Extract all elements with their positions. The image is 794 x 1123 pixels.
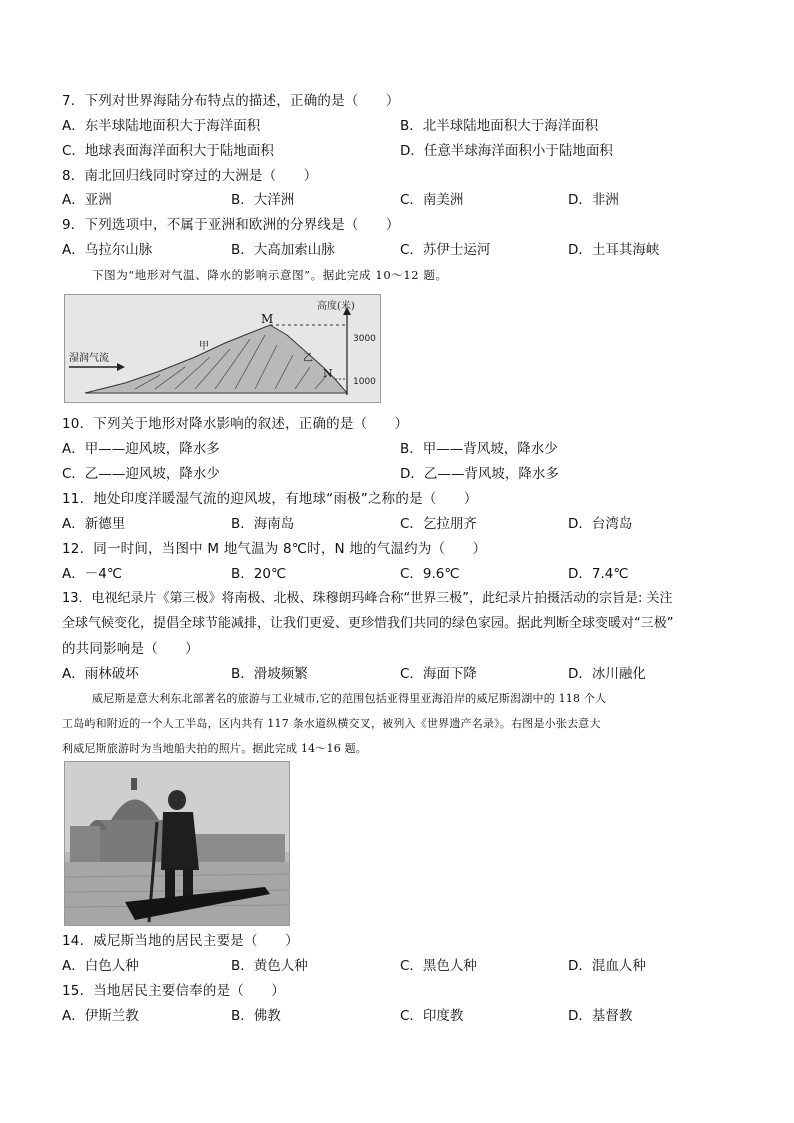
height-axis-label: 高度(米)	[317, 301, 355, 312]
q14-option-b: B．黄色人种	[231, 958, 308, 974]
q14-option-c: C．黑色人种	[400, 958, 477, 974]
q8-option-b: B．大洋洲	[231, 192, 295, 208]
terrain-diagram-svg	[65, 295, 380, 402]
q15-option-b: B．佛教	[231, 1008, 281, 1024]
q14-option-a: A．白色人种	[62, 958, 139, 974]
question-12-stem: 12．同一时间，当图中 M 地气温为 8℃时，N 地的气温约为（ ）	[62, 541, 487, 557]
q11-option-d: D．台湾岛	[568, 516, 633, 532]
q8-option-c: C．南美洲	[400, 192, 464, 208]
q8-option-d: D．非洲	[568, 192, 619, 208]
q12-option-c: C．9.6℃	[400, 566, 460, 582]
q11-option-a: A．新德里	[62, 516, 126, 532]
q9-option-a: A．乌拉尔山脉	[62, 242, 153, 258]
tick-label-3000: 3000	[353, 334, 376, 344]
question-7-stem: 7．下列对世界海陆分布特点的描述，正确的是（ ）	[62, 93, 400, 109]
q15-option-d: D．基督教	[568, 1008, 633, 1024]
question-9-stem: 9．下列选项中，不属于亚洲和欧洲的分界线是（ ）	[62, 217, 400, 233]
q12-option-a: A．－4℃	[62, 566, 122, 582]
q14-option-d: D．混血人种	[568, 958, 646, 974]
q8-option-a: A．亚洲	[62, 192, 112, 208]
q11-option-b: B．海南岛	[231, 516, 295, 532]
q15-option-c: C．印度教	[400, 1008, 464, 1024]
tick-label-1000: 1000	[353, 377, 376, 387]
question-15-stem: 15．当地居民主要信奉的是（ ）	[62, 983, 286, 999]
q12-option-b: B．20℃	[231, 566, 287, 582]
q10-option-d: D．乙——背风坡，降水多	[400, 466, 559, 482]
intro-venice-line-2: 工岛屿和附近的一个人工半岛，区内共有 117 条水道纵横交叉，被列入《世界遗产名录》。右图是小张去意大	[62, 717, 601, 730]
slope-label-jia: 甲	[199, 341, 209, 352]
q11-option-c: C．乞拉朋齐	[400, 516, 477, 532]
q7-option-d: D．任意半球海洋面积小于陆地面积	[400, 143, 613, 159]
q7-option-c: C．地球表面海洋面积大于陆地面积	[62, 143, 274, 159]
q13-option-c: C．海面下降	[400, 666, 477, 682]
q10-option-b: B．甲——背风坡，降水少	[400, 441, 558, 457]
q9-option-c: C．苏伊士运河	[400, 242, 491, 258]
q10-option-a: A．甲——迎风坡，降水多	[62, 441, 220, 457]
intro-venice-line-3: 利威尼斯旅游时为当地船夫拍的照片。据此完成 14～16 题。	[62, 742, 367, 755]
terrain-diagram	[64, 294, 381, 403]
peak-label-m: M	[261, 312, 274, 326]
question-14-stem: 14．威尼斯当地的居民主要是（ ）	[62, 933, 299, 949]
q15-option-a: A．伊斯兰教	[62, 1008, 139, 1024]
question-13-line-3: 的共同影响是（ ）	[62, 641, 199, 657]
slope-label-yi: 乙	[303, 353, 313, 364]
q12-option-d: D．7.4℃	[568, 566, 629, 582]
q13-option-a: A．雨林破坏	[62, 666, 139, 682]
q7-option-b: B．北半球陆地面积大于海洋面积	[400, 118, 599, 134]
gondolier-body	[161, 812, 199, 870]
q9-option-b: B．大高加索山脉	[231, 242, 335, 258]
q7-option-a: A．东半球陆地面积大于海洋面积	[62, 118, 261, 134]
q13-option-d: D．冰川融化	[568, 666, 646, 682]
question-13-line-1: 13．电视纪录片《第三极》将南极、北极、珠穆朗玛峰合称“世界三极”，此纪录片拍摄活动的宗旨是: 关注	[62, 591, 673, 606]
venice-gondolier-photo	[64, 761, 290, 926]
q9-option-d: D．土耳其海峡	[568, 242, 660, 258]
venice-photo-svg	[65, 762, 289, 925]
question-11-stem: 11．地处印度洋暖湿气流的迎风坡，有地球“雨极”之称的是（ ）	[62, 491, 478, 507]
q10-option-c: C．乙——迎风坡，降水少	[62, 466, 220, 482]
question-10-stem: 10．下列关于地形对降水影响的叙述，正确的是（ ）	[62, 416, 409, 432]
q13-option-b: B．滑坡频繁	[231, 666, 308, 682]
airflow-label: 湿润气流	[69, 353, 109, 364]
intro-figure-1: 下图为“地形对气温、降水的影响示意图”。据此完成 10～12 题。	[92, 268, 448, 282]
gondolier-head	[168, 790, 186, 810]
base-label-n: N	[323, 367, 333, 380]
intro-venice-line-1: 威尼斯是意大利东北部著名的旅游与工业城市,它的范围包括亚得里亚海沿岸的威尼斯潟湖中的 118 个人	[92, 692, 607, 705]
question-13-line-2: 全球气候变化，提倡全球节能减排，让我们更爱、更珍惜我们共同的绿色家园。据此判断全球变暖对“三极”	[62, 616, 674, 631]
question-8-stem: 8．南北回归线同时穿过的大洲是（ ）	[62, 168, 318, 184]
